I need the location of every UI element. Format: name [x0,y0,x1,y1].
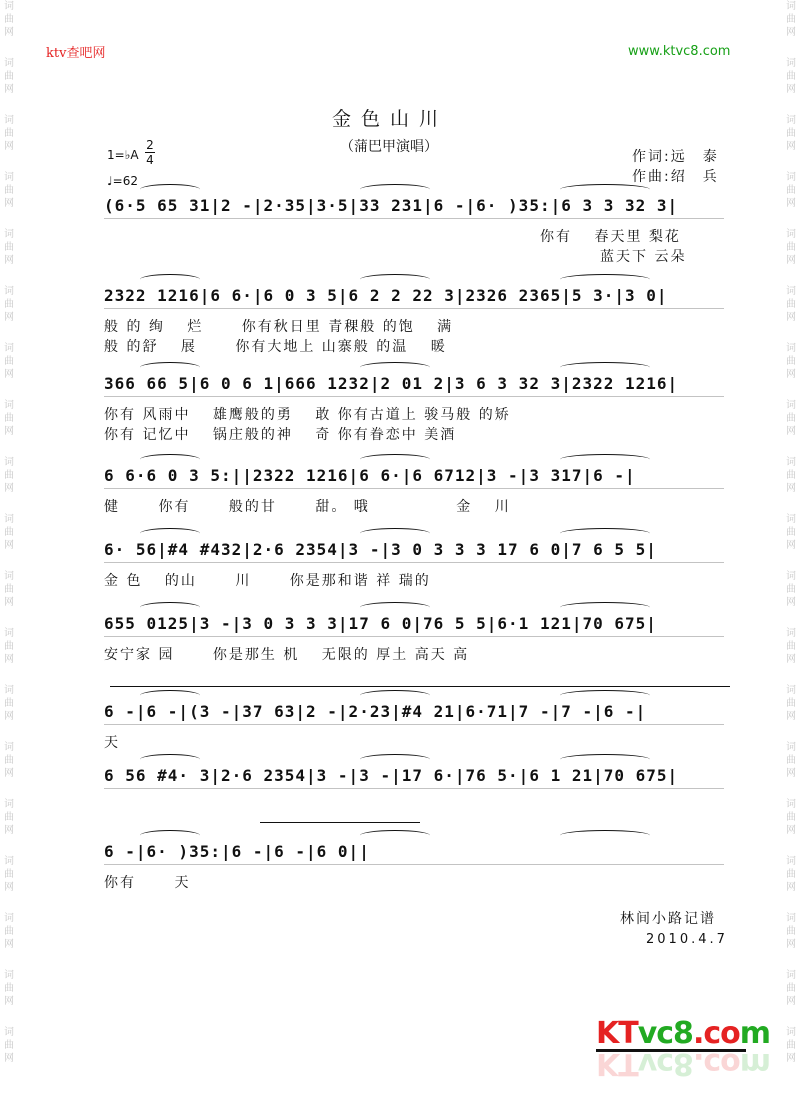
watermark-char: 词 [4,799,14,810]
slur-mark [140,454,200,465]
slur-mark [560,184,650,195]
watermark-char: 曲 [4,1040,14,1051]
watermark-char: 曲 [786,299,796,310]
slur-mark [560,830,650,841]
watermark-char: 词 [786,343,796,354]
watermark-group [4,1026,14,1065]
slur-mark [560,528,650,539]
watermark-char: 网 [786,369,796,380]
logo-reflection: KTvc8.com [596,1046,770,1081]
watermark-char: 曲 [4,812,14,823]
watermark-char: 曲 [786,470,796,481]
slur-mark [140,754,200,765]
beam-line [104,218,724,219]
watermark-char: 曲 [786,71,796,82]
watermark-char: 网 [786,768,796,779]
watermark-char: 网 [786,84,796,95]
lyric-line-2: 般 的舒 展 你有大地上 山寨般 的温 暖 [104,339,447,355]
watermark-char: 词 [786,400,796,411]
watermark-char: 曲 [786,242,796,253]
watermark-group [786,1026,796,1065]
watermark-char: 词 [786,799,796,810]
slur-mark [360,454,430,465]
slur-mark [140,602,200,613]
notation-line: 2322 1216|6 6·|6 0 3 5|6 2 2 22 3|2326 2365|5 3·|3 0| [104,286,668,305]
watermark-char: 词 [4,742,14,753]
slur-mark [360,690,430,701]
beam-line [104,308,724,309]
watermark-char: 网 [786,27,796,38]
slur-mark [560,274,650,285]
watermark-group [786,741,796,780]
watermark-char: 词 [786,1027,796,1038]
watermark-char: 网 [4,483,14,494]
song-title: 金色山川 [332,108,449,130]
lyricist-credit: 作词:远 泰 [632,149,719,165]
left-watermark [2,0,16,1112]
slur-mark [560,602,650,613]
watermark-char: 词 [4,1,14,12]
watermark-char: 网 [4,540,14,551]
watermark-char: 词 [786,58,796,69]
watermark-char: 曲 [4,755,14,766]
watermark-char: 网 [4,312,14,323]
watermark-char: 网 [786,825,796,836]
watermark-char: 词 [786,229,796,240]
watermark-char: 网 [4,996,14,1007]
watermark-char: 词 [786,457,796,468]
watermark-char: 词 [4,1027,14,1038]
watermark-char: 网 [786,1053,796,1064]
lyric-line-2: 蓝天下 云朵 [600,249,687,265]
watermark-group [786,57,796,96]
watermark-char: 曲 [4,242,14,253]
lyric-line-1: 般 的 绚 烂 你有秋日里 青稞般 的饱 满 [104,319,454,335]
slur-mark [360,362,430,373]
watermark-char: 网 [786,882,796,893]
watermark-char: 词 [786,172,796,183]
slur-mark [140,528,200,539]
watermark-char: 曲 [786,413,796,424]
watermark-char: 词 [4,115,14,126]
slur-mark [560,754,650,765]
watermark-char: 词 [4,229,14,240]
watermark-char: 曲 [4,14,14,25]
time-signature-top: 2 [146,138,154,152]
watermark-char: 词 [786,1,796,12]
watermark-group [786,228,796,267]
watermark-char: 网 [786,141,796,152]
watermark-char: 网 [786,198,796,209]
performer-label: （蒲巴甲演唱） [340,139,438,155]
slur-mark [560,690,650,701]
watermark-char: 网 [786,312,796,323]
watermark-char: 曲 [786,356,796,367]
watermark-group [786,456,796,495]
watermark-char: 曲 [786,755,796,766]
watermark-char: 网 [4,84,14,95]
watermark-char: 曲 [4,299,14,310]
watermark-group [786,570,796,609]
watermark-group [4,912,14,951]
watermark-char: 曲 [4,527,14,538]
brand-left-text[interactable]: ktv查吧网 [46,46,106,61]
watermark-group [4,513,14,552]
watermark-char: 曲 [4,413,14,424]
slur-mark [360,274,430,285]
watermark-char: 网 [4,255,14,266]
watermark-group [4,969,14,1008]
beam-line [104,636,724,637]
watermark-group [786,627,796,666]
watermark-char: 词 [786,628,796,639]
watermark-group [786,513,796,552]
right-watermark [784,0,798,1112]
watermark-char: 网 [786,483,796,494]
watermark-char: 曲 [4,470,14,481]
watermark-group [786,0,796,39]
watermark-group [786,855,796,894]
composer-credit: 作曲:绍 兵 [632,169,719,185]
beam-line [104,488,724,489]
time-signature-bottom: 4 [146,153,154,167]
key-signature: 1=♭A [107,148,139,162]
watermark-group [4,627,14,666]
watermark-char: 曲 [4,128,14,139]
watermark-char: 曲 [786,983,796,994]
watermark-char: 曲 [786,527,796,538]
watermark-char: 曲 [4,641,14,652]
transcribe-date: 2010.4.7 [646,932,728,947]
watermark-group [786,969,796,1008]
slur-mark [560,362,650,373]
watermark-char: 曲 [786,584,796,595]
watermark-char: 曲 [786,1040,796,1051]
watermark-char: 曲 [4,926,14,937]
slur-mark [360,754,430,765]
watermark-group [4,456,14,495]
watermark-char: 词 [786,514,796,525]
watermark-char: 网 [4,369,14,380]
watermark-char: 词 [4,400,14,411]
beam-line [104,788,724,789]
watermark-char: 网 [4,825,14,836]
watermark-char: 网 [4,27,14,38]
watermark-char: 网 [786,939,796,950]
lyric-line-1: 你有 风雨中 雄鹰般的勇 敢 你有古道上 骏马般 的矫 [104,407,511,423]
slur-mark [360,184,430,195]
slur-mark [360,528,430,539]
transcriber-credit: 林间小路记谱 [620,911,716,927]
watermark-group [4,570,14,609]
watermark-char: 曲 [786,185,796,196]
watermark-group [786,912,796,951]
watermark-char: 网 [786,426,796,437]
watermark-char: 词 [4,685,14,696]
watermark-char: 曲 [4,584,14,595]
watermark-char: 词 [4,913,14,924]
volta-bracket [260,822,420,823]
watermark-char: 网 [4,198,14,209]
watermark-char: 词 [786,970,796,981]
watermark-char: 曲 [786,812,796,823]
watermark-char: 网 [4,768,14,779]
watermark-group [786,798,796,837]
watermark-char: 曲 [4,698,14,709]
watermark-char: 词 [786,856,796,867]
watermark-char: 词 [4,457,14,468]
watermark-char: 网 [4,711,14,722]
volta-bracket [110,686,730,687]
watermark-char: 曲 [4,983,14,994]
slur-mark [560,454,650,465]
logo-text: KTvc8.com [596,1016,770,1051]
watermark-char: 词 [4,286,14,297]
watermark-group [4,57,14,96]
watermark-group [786,684,796,723]
slur-mark [140,274,200,285]
watermark-char: 网 [786,996,796,1007]
watermark-group [786,399,796,438]
watermark-char: 网 [4,597,14,608]
slur-mark [140,830,200,841]
beam-line [104,396,724,397]
slur-mark [140,362,200,373]
notation-line: 6 -|6· )35:|6 -|6 -|6 0|| [104,842,370,861]
watermark-char: 曲 [4,869,14,880]
watermark-group [786,171,796,210]
brand-right-url[interactable]: www.ktvc8.com [628,44,731,59]
lyric-line-1: 健 你有 般的甘 甜。 哦 金 川 [104,499,511,515]
watermark-char: 曲 [786,869,796,880]
notation-line: (6·5 65 31|2 -|2·35|3·5|33 231|6 -|6· )35:|6 3 3 32 3| [104,196,679,215]
lyric-line-1: 金 色 的山 川 你是那和谐 祥 瑞的 [104,573,431,589]
watermark-char: 曲 [786,641,796,652]
notation-line: 6 6·6 0 3 5:||2322 1216|6 6·|6 6712|3 -|3 317|6 -| [104,466,636,485]
watermark-char: 词 [786,742,796,753]
watermark-char: 网 [4,141,14,152]
watermark-group [4,342,14,381]
beam-line [104,864,724,865]
watermark-char: 词 [4,514,14,525]
watermark-char: 网 [4,426,14,437]
watermark-char: 词 [4,856,14,867]
watermark-char: 曲 [786,698,796,709]
watermark-group [786,285,796,324]
watermark-char: 曲 [4,356,14,367]
watermark-char: 网 [786,540,796,551]
watermark-char: 词 [786,913,796,924]
watermark-group [4,399,14,438]
watermark-char: 网 [4,1053,14,1064]
beam-line [104,724,724,725]
watermark-char: 网 [4,882,14,893]
watermark-group [4,684,14,723]
slur-mark [360,830,430,841]
time-signature [145,138,155,167]
lyric-line-1: 你有 春天里 梨花 [540,229,681,245]
watermark-char: 网 [4,939,14,950]
watermark-char: 词 [786,286,796,297]
watermark-char: 曲 [786,128,796,139]
notation-line: 6· 56|#4 #432|2·6 2354|3 -|3 0 3 3 3 17 6 0|7 6 5 5| [104,540,657,559]
watermark-char: 曲 [786,926,796,937]
watermark-char: 词 [4,970,14,981]
lyric-line-1: 你有 天 [104,875,191,891]
watermark-char: 网 [4,654,14,665]
tempo-marking: ♩=62 [107,174,138,188]
watermark-group [4,171,14,210]
watermark-char: 曲 [4,71,14,82]
watermark-group [4,741,14,780]
slur-mark [140,690,200,701]
watermark-group [4,114,14,153]
notation-line: 366 66 5|6 0 6 1|666 1232|2 01 2|3 6 3 32 3|2322 1216| [104,374,679,393]
watermark-group [786,114,796,153]
watermark-char: 网 [786,711,796,722]
watermark-group [4,228,14,267]
watermark-group [786,342,796,381]
watermark-group [4,855,14,894]
lyric-line-1: 天 [104,735,120,751]
slur-mark [140,184,200,195]
watermark-char: 词 [786,685,796,696]
watermark-char: 词 [4,571,14,582]
watermark-char: 词 [4,628,14,639]
site-logo[interactable] [596,1016,770,1081]
notation-line: 6 -|6 -|(3 -|37 63|2 -|2·23|#4 21|6·71|7 -|7 -|6 -| [104,702,647,721]
lyric-line-2: 你有 记忆中 锅庄般的神 奇 你有眷恋中 美酒 [104,427,457,443]
notation-line: 6 56 #4· 3|2·6 2354|3 -|3 -|17 6·|76 5·|6 1 21|70 675| [104,766,679,785]
watermark-char: 曲 [786,14,796,25]
watermark-group [4,0,14,39]
notation-line: 655 0125|3 -|3 0 3 3 3|17 6 0|76 5 5|6·1 121|70 675| [104,614,657,633]
watermark-char: 词 [786,115,796,126]
watermark-char: 网 [786,654,796,665]
slur-mark [360,602,430,613]
watermark-group [4,798,14,837]
watermark-char: 网 [786,255,796,266]
watermark-group [4,285,14,324]
watermark-char: 词 [786,571,796,582]
watermark-char: 曲 [4,185,14,196]
beam-line [104,562,724,563]
watermark-char: 词 [4,172,14,183]
lyric-line-1: 安宁家 园 你是那生 机 无限的 厚土 高天 高 [104,647,470,663]
watermark-char: 词 [4,343,14,354]
watermark-char: 词 [4,58,14,69]
watermark-char: 网 [786,597,796,608]
